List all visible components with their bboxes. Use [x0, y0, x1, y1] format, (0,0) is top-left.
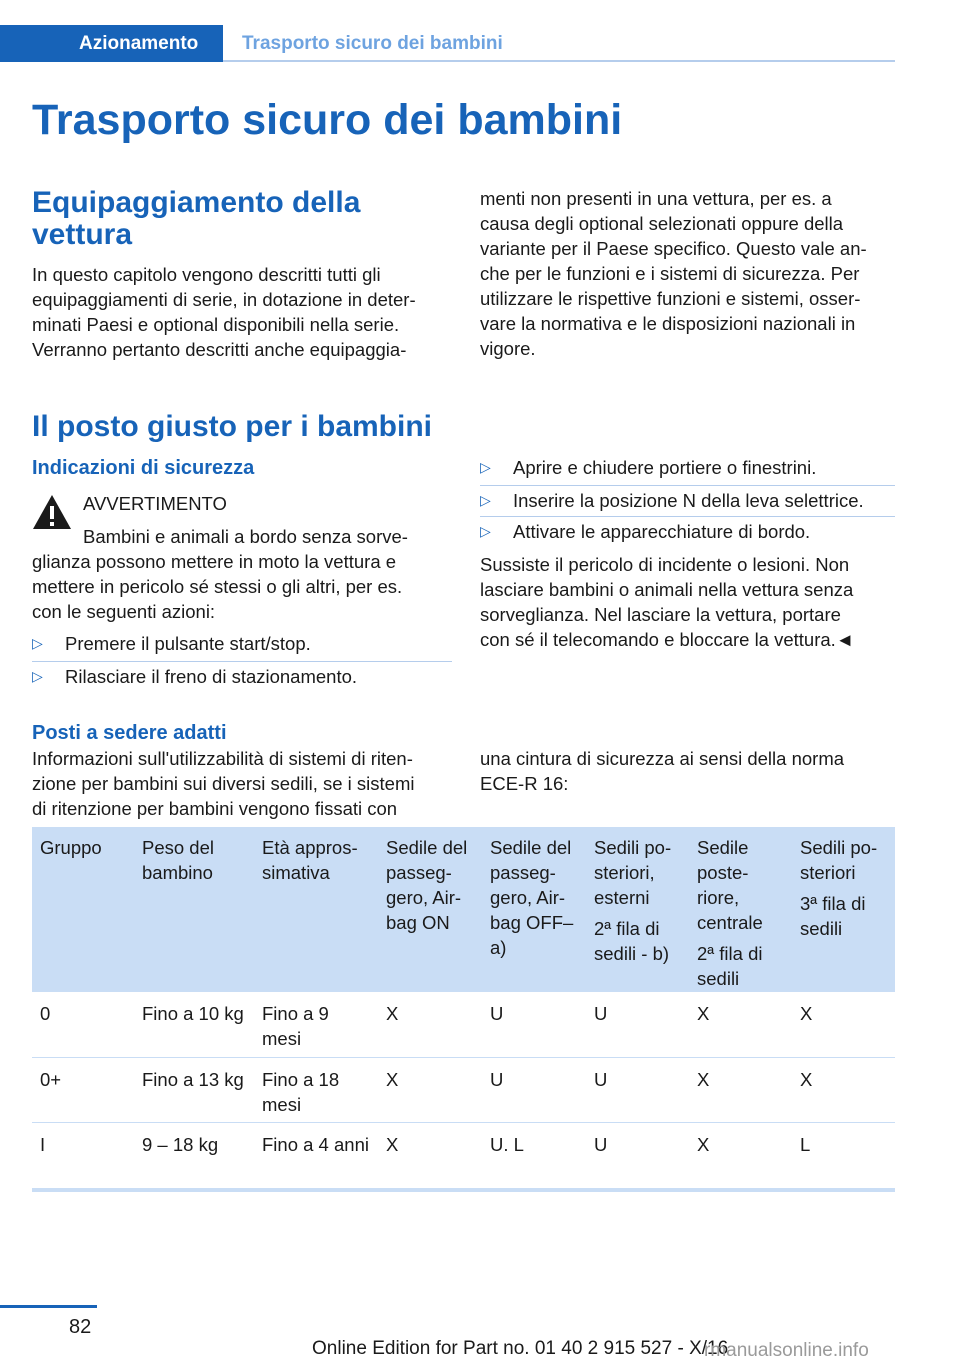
warning-text	[32, 549, 452, 624]
header-divider	[223, 60, 895, 62]
table-cell: Fino a 13 kg	[134, 1057, 254, 1122]
table-row	[32, 1057, 895, 1122]
text-line: con le seguenti azioni:	[32, 601, 216, 622]
table-cell: I	[32, 1122, 134, 1190]
table-cell: X	[689, 1057, 792, 1122]
table-cell: X	[689, 1122, 792, 1190]
watermark: rmanualsonline.info	[704, 1340, 869, 1361]
table-header-row	[32, 827, 895, 992]
text-line: Sussiste il pericolo di incidente o lesioni. Non	[480, 554, 850, 575]
text-line: minati Paesi e optional disponibili nella serie.	[32, 314, 400, 335]
table-cell: U	[482, 1057, 586, 1122]
table-row	[32, 992, 895, 1057]
divider	[480, 485, 895, 486]
table-header-cell: Sedile del passeg‐ gero, Air‐ bag OFF– a)	[482, 827, 586, 992]
table-header-cell: Peso del bambino	[134, 827, 254, 992]
page-number: 82	[69, 1316, 92, 1338]
text-line: lasciare bambini o animali nella vettura senza	[480, 579, 854, 600]
triangle-bullet-icon: ▷	[480, 523, 491, 539]
text-line: con sé il telecomando e bloccare la vettura.◄	[480, 629, 855, 650]
table-cell: L	[792, 1122, 895, 1190]
child-seat-table	[32, 827, 895, 1192]
equipment-heading-line1: Equipaggiamento della	[32, 186, 361, 219]
text-line: variante per il Paese specifico. Questo vale an‐	[480, 238, 867, 259]
text-line: causa degli optional selezionati oppure della	[480, 213, 844, 234]
warning-icon	[32, 494, 72, 530]
triangle-bullet-icon: ▷	[32, 635, 43, 651]
text-line: di ritenzione per bambini vengono fissati con	[32, 798, 398, 819]
footer-divider	[0, 1305, 97, 1308]
text-line: che per le funzioni e i sistemi di sicurezza. Per	[480, 263, 860, 284]
table-row	[32, 1122, 895, 1190]
right-place-heading: Il posto giusto per i bambini	[32, 410, 433, 443]
text-line: vare la normativa e le disposizioni nazionali in	[480, 313, 856, 334]
table-cell: X	[792, 1057, 895, 1122]
table-cell: Fino a 9 mesi	[254, 992, 378, 1057]
equipment-text-right	[480, 186, 900, 361]
equipment-heading	[32, 187, 360, 251]
table-cell: X	[378, 1122, 482, 1190]
text-line: ECE-R 16:	[480, 773, 569, 794]
page-title: Trasporto sicuro dei bambini	[32, 96, 623, 144]
seats-text-left	[32, 746, 457, 821]
text-line: Verranno pertanto descritti anche equipaggia‐	[32, 339, 407, 360]
table-cell: Fino a 4 anni	[254, 1122, 378, 1190]
safety-heading: Indicazioni di sicurezza	[32, 457, 255, 479]
text-line: utilizzare le rispettive funzioni e sistemi, osser‐	[480, 288, 861, 309]
text-line: una cintura di sicurezza ai sensi della norma	[480, 748, 845, 769]
table-cell: 9 – 18 kg	[134, 1122, 254, 1190]
text-line: menti non presenti in una vettura, per es. a	[480, 188, 832, 209]
table-cell: X	[378, 992, 482, 1057]
text-line: vigore.	[480, 338, 536, 359]
triangle-bullet-icon: ▷	[480, 459, 491, 475]
table-cell: U	[586, 992, 689, 1057]
divider	[480, 516, 895, 517]
triangle-bullet-icon: ▷	[32, 668, 43, 684]
table-cell: U	[586, 1122, 689, 1190]
table-header-cell: Sedile del passeg‐ gero, Air‐ bag ON	[378, 827, 482, 992]
breadcrumb[interactable]: Trasporto sicuro dei bambini	[242, 33, 503, 54]
divider	[32, 661, 452, 662]
warning-label: AVVERTIMENTO	[83, 493, 227, 514]
chapter-tab[interactable]: Azionamento	[0, 25, 223, 62]
equipment-text-left	[32, 262, 452, 362]
text-line: zione per bambini sui diversi sedili, se i sistemi	[32, 773, 415, 794]
table-header-cell: Sedili po‐ steriori, esterni 2ª fila di sedili - b)	[586, 827, 689, 992]
seats-heading: Posti a sedere adatti	[32, 722, 227, 744]
text-line: equipaggiamenti di serie, in dotazione in deter‐	[32, 289, 416, 310]
text-line: glianza possono mettere in moto la vettura e	[32, 551, 397, 572]
text-line: sorveglianza. Nel lasciare la vettura, portare	[480, 604, 841, 625]
equipment-heading-line2: vettura	[32, 218, 133, 251]
table-header-cell: Età appros‐ simativa	[254, 827, 378, 992]
triangle-bullet-icon: ▷	[480, 492, 491, 508]
text-line: In questo capitolo vengono descritti tutti gli	[32, 264, 381, 285]
warning-first-line: Bambini e animali a bordo senza sorve‐	[83, 526, 408, 547]
warning-conclusion	[480, 552, 900, 652]
table-header-cell: Sedili po‐ steriori 3ª fila di sedili	[792, 827, 895, 992]
table-cell: U	[482, 992, 586, 1057]
table-cell: Fino a 18 mesi	[254, 1057, 378, 1122]
table-cell: Fino a 10 kg	[134, 992, 254, 1057]
table-header-cell: Sedile poste‐ riore, centrale 2ª fila di sedili	[689, 827, 792, 992]
table-cell: X	[689, 992, 792, 1057]
seats-text-right	[480, 746, 900, 796]
table-cell: 0+	[32, 1057, 134, 1122]
text-line: mettere in pericolo sé stessi o gli altri, per es.	[32, 576, 403, 597]
table-cell: X	[378, 1057, 482, 1122]
table-cell: X	[792, 992, 895, 1057]
edition-note: Online Edition for Part no. 01 40 2 915 527 - X/16	[312, 1338, 729, 1359]
table-cell: U. L	[482, 1122, 586, 1190]
text-line: Informazioni sull'utilizzabilità di sistemi di riten‐	[32, 748, 413, 769]
table-cell: 0	[32, 992, 134, 1057]
table-cell: U	[586, 1057, 689, 1122]
table-header-cell: Gruppo	[32, 827, 134, 992]
